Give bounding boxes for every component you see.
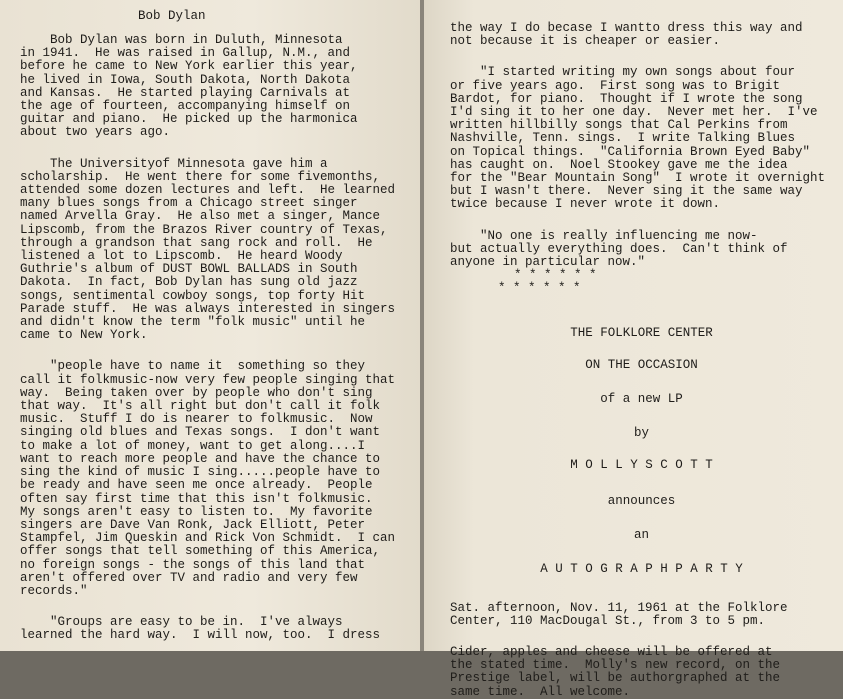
event-details: Sat. afternoon, Nov. 11, 1961 at the Folklore Center, 110 MacDougal St., from 3 to 5 pm. — [450, 600, 788, 628]
divider-stars-1: * * * * * * — [514, 268, 597, 283]
quote-paragraph-1: "people have to name it something so they call it folkmusic-now very few people singing that way. Being taken over by people who don't sing that way. It's all right but don't call it folk music. Stuff I do is nearer to folkmusic. Now singing old blues and Texas songs. I don't want to make a lot of money, want to get along....I want to reach more people and have the chance to sing the kind of music I sing.....people have to be ready and have seen me once already. People often say first time that this isn't folkmusic. My songs aren't easy to listen to. My favorite singers are Dave Van Ronk, Jack Elliott, Peter Stampfel, Jim Queskin and Rick Von Schmidt. I can offer songs that tell something of this America, no foreign songs - the songs of this land that aren't offered over TV and radio and very few records." — [20, 359, 396, 598]
refreshments-note: Cider, apples and cheese will be offered at the stated time. Molly's new record, on the Prestige label, will be authorgraphed at the same time. All welcome. — [450, 645, 781, 699]
quote-paragraph-2: "Groups are easy to be in. I've always learned the hard way. I will now, too. I dress — [20, 615, 381, 643]
left-page — [0, 0, 420, 651]
right-page — [424, 0, 843, 699]
influence-paragraph: "No one is really influencing me now- but actually everything does. Can't think of anyone in particular now." — [450, 228, 788, 270]
occasion-line: ON THE OCCASION — [585, 357, 698, 372]
new-lp-line: of a new LP — [600, 391, 683, 406]
an-line: an — [633, 527, 649, 542]
biography-paragraph-2: The Universityof Minnesota gave him a scholarship. He went there for some fivemonths, attended some dozen lectures and left. He learned many blues songs from a Chicago street singer named Arvella Gray. He also met a singer, Mance Lipscomb, from the Brazos River country of Texas, through a grandson that sang rock and roll. He listened a lot to Lipscomb. He heard Woody Guthrie's album of DUST BOWL BALLADS in South Dakota. In fact, Bob Dylan has sung old jazz songs, sentimental cowboy songs, top forty Hit Parade stuff. He was always interested in singers and didn't know the term "folk music" until he came to New York. — [20, 156, 396, 343]
page-title: Bob Dylan — [138, 9, 206, 23]
divider-stars-2: * * * * * * — [498, 281, 581, 296]
songwriting-paragraph: "I started writing my own songs about four or five years ago. First song was to Brigit Bardot, for piano. Thought if I wrote the song I'd sing it to her one day. Never met her. I've written hillbilly songs that Cal Perkins from Nashville, Tenn. sings. I write Talking Blues on Topical things. "California Brown Eyed Baby" has caught on. Noel Stookey gave me the idea for the "Bear Mountain Song" I wrote it overnight but I wasn't there. Never sing it the same way twice because I never wrote it down. — [450, 65, 826, 212]
artist-name: M O L L Y S C O T T — [570, 457, 713, 472]
by-line: by — [633, 425, 649, 440]
continued-paragraph: the way I do becase I wantto dress this way and not because it is cheaper or easier. — [450, 21, 803, 49]
folklore-center-heading: THE FOLKLORE CENTER — [570, 325, 713, 340]
biography-paragraph-1: Bob Dylan was born in Duluth, Minnesota in 1941. He was raised in Gallup, N.M., and before he came to New York earlier this year, he lived in Iowa, South Dakota, North Dakota and Kansas. He started playing Carnivals at the age of fourteen, accompanying himself on guitar and piano. He picked up the harmonica about two years ago. — [20, 33, 358, 140]
event-title: A U T O G R A P H P A R T Y — [540, 561, 743, 576]
announces-line: announces — [607, 493, 676, 508]
